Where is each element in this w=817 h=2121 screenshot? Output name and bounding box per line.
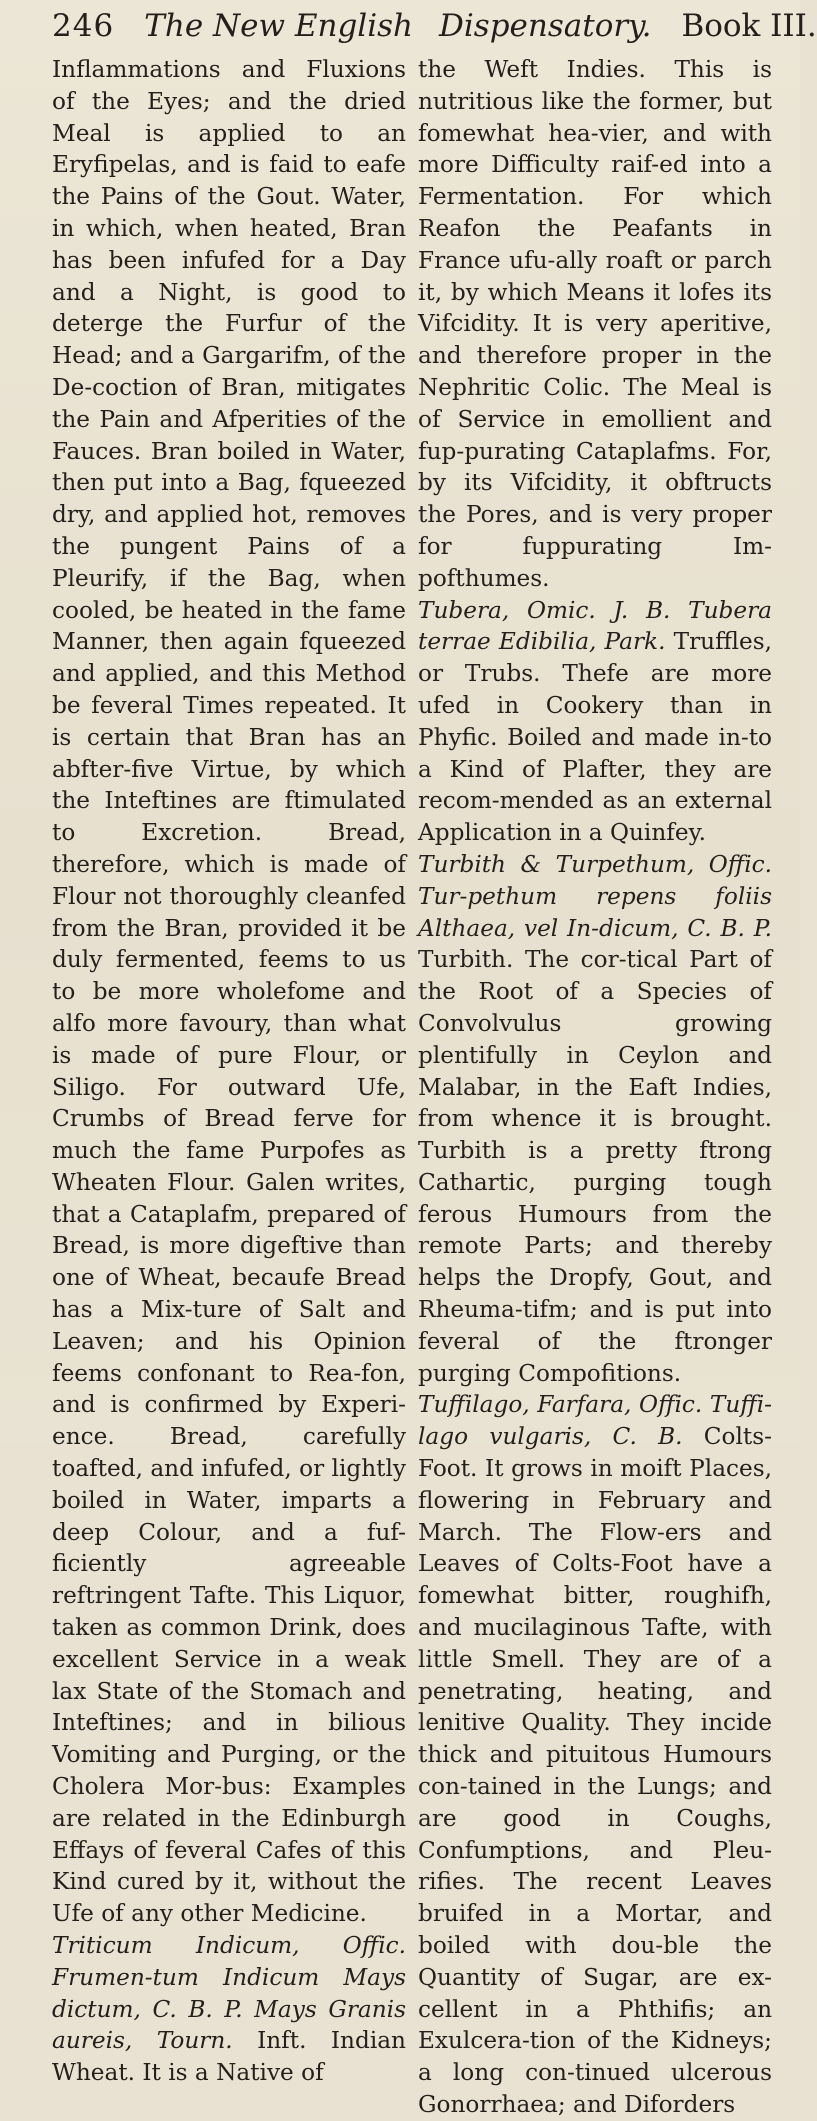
turbith-text: Turbith. The cor-tical Part of the Root of a Species of Convolvulus growing plentifully in Ceylon and Malabar, in the Eaft Indies, from whence it is brought. Turbith is a pretty ftrong Cathartic, purging tough ferous Humours from the remote Parts; and thereby helps the Dropfy, Gout, and Rheuma-tifm; and is put into feveral of the ftronger purging Compofitions. [418,946,772,1387]
left-column [52,54,406,2121]
running-head [52,8,817,54]
coltsfoot-name: Tuffilago, Farfara, Offic. Tuffi-lago vulgaris, C. B. [418,1391,772,1451]
coltsfoot-text: Colts-Foot. It grows in moift Places, flowering in February and March. The Flow-ers and Leaves of Colts-Foot have a fomewhat bitter, roughifh, and mucilaginous Tafte, with little Smell. They are of a penetrating, heating, and lenitive Quality. They incide thick and pituitous Humours con-tained in the Lungs; and are good in Coughs, Confumptions, and Pleu-rifies. The recent Leaves bruifed in a Mortar, and boiled with dou-ble the Quantity of Sugar, are ex-cellent in a Phthifis; an Exulcera-tion of the Kidneys; a long con-tinued ulcerous Gonorrhaea; and Diforders [418,1423,772,2118]
bran-paragraph: Inflammations and Fluxions of the Eyes; and the dried Meal is applied to an Eryfipelas, and is faid to eafe the Pains of the Gout. Water, in which, when heated, Bran has been infufed for a Day and a Night, is good to deterge the Furfur of the Head; and a Gargarifm, of the De-coction of Bran, mitigates the Pain and Afperities of the Fauces. Bran boiled in Water, then put into a Bag, fqueezed dry, and applied hot, removes the pungent Pains of a Pleurify, if the Bag, when cooled, be heated in the fame Manner, then again fqueezed and applied, and this Method be feveral Times repeated. It is certain that Bran has an abfter-five Virtue, by which the Inteftines are ftimulated to Excretion. Bread, therefore, which is made of Flour not thoroughly cleanfed from the Bran, provided it be duly fermented, feems to us to be more wholefome and alfo more favoury, than what is made of pure Flour, or Siligo. For outward Ufe, Crumbs of Bread ferve for much the fame Purpofes as Wheaten Flour. Galen writes, that a Cataplafm, prepared of Bread, is more digeftive than one of Wheat, becaufe Bread has a Mix-ture of Salt and Leaven; and his Opinion feems confonant to Rea-fon, and is confirmed by Experi-ence. Bread, carefully toafted, and infufed, or lightly boiled in Water, imparts a deep Colour, and a fuf-ficiently agreeable reftringent Tafte. This Liquor, taken as common Drink, does excellent Service in a weak lax State of the Stomach and Inteftines; and in bilious Vomiting and Purging, or the Cholera Mor-bus: Examples are related in the Edinburgh Effays of feveral Cafes of this Kind cured by it, without the Ufe of any other Medicine. [52,56,406,1928]
indian-wheat-continued: the Weft Indies. This is nutritious like the former, but fomewhat hea-vier, and with more Difficulty raif-ed into a Fermentation. For which Reafon the Peafants in France ufu-ally roaft or parch it, by which Means it lofes its Vifcidity. It is very aperitive, and therefore proper in the Nephritic Colic. The Meal is of Service in emollient and fup-purating Cataplafms. For, by its Vifcidity, it obftructs the Pores, and is very proper for fuppurating Im-pofthumes. [418,56,772,592]
page-number: 246 [52,8,115,44]
coltsfoot-entry [418,1389,772,2120]
turbith-name: Turbith & Turpethum, Offic. Tur-pethum repens foliis Althaea, vel In-dicum, C. B. P. [418,850,772,942]
book-label: Book III. [681,8,817,44]
turbith-entry [418,849,772,1390]
right-column [418,54,772,2121]
truffles-entry [418,595,772,849]
running-title-left: The New English [144,8,414,44]
indian-wheat-entry [52,1930,406,2089]
truffles-text: Truffles, or Trubs. Thefe are more ufed in Cookery than in Phyfic. Boiled and made in-to a Kind of Plafter, they are recom-mended as an external Application in a Quinfey. [418,628,772,847]
running-title-right: Dispensatory. [439,8,652,44]
truffles-name: Tubera, Omic. J. B. Tubera terrae Edibilia, Park. [418,596,772,656]
indian-wheat-name: Triticum Indicum, Offic. Frumen-tum Indicum Mays dictum, C. B. P. Mays Granis aureis, Tourn. [52,1932,406,2055]
indian-wheat-text: Inft. Indian Wheat. It is a Native of [52,2027,406,2087]
text-columns [52,54,772,2121]
